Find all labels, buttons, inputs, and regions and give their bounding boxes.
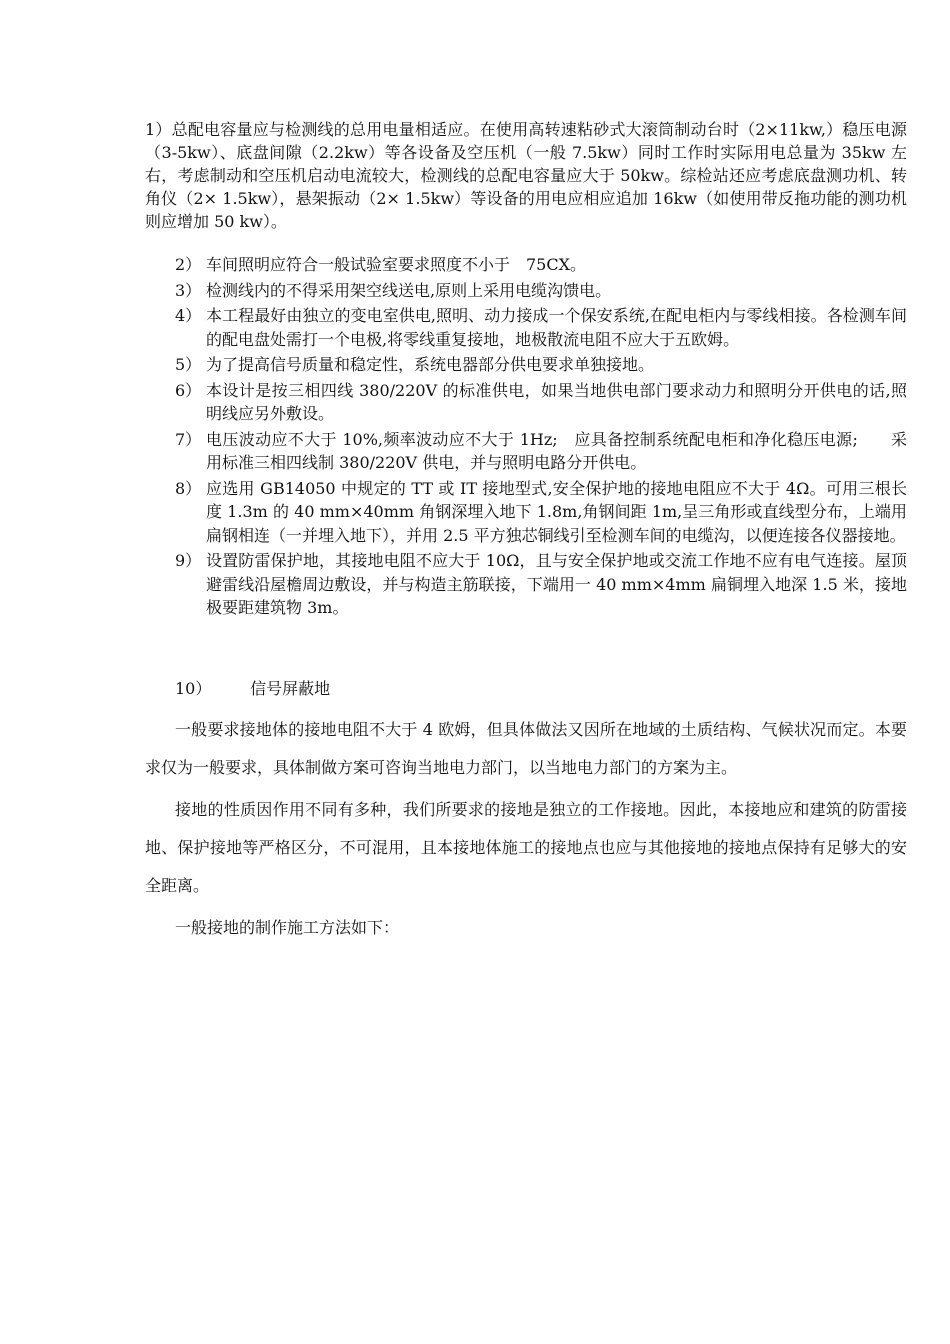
list-item <box>175 253 907 277</box>
list-item-number: 8） <box>175 478 202 498</box>
list-item-number: 2） <box>175 255 202 274</box>
list-item-number: 5） <box>175 355 202 374</box>
list-item <box>175 477 907 548</box>
list-item <box>175 379 907 426</box>
body-paragraph: 接地的性质因作用不同有多种，我们所要求的接地是独立的工作接地。因此，本接地应和建筑的防雷接地、保护接地等严格区分，不可混用，且本接地体施工的接地点也应与其他接地的接地点保持有足够大的安全距离。 <box>145 800 907 895</box>
list-item-text: 应选用 GB14050 中规定的 TT 或 IT 接地型式,安全保护地的接地电阻应不大于 4Ω。可用三根长度 1.3m 的 40 mm×40mm 角钢深埋入地下 1.8m,角钢间距 1m,呈三角形或直线型分布，上端用扁钢相连（一并埋入地下），并用 2.5 平方独芯铜线引至检测车间的电缆沟，以便连接各仪器接地。 <box>206 478 907 545</box>
list-item-number: 6） <box>175 380 202 400</box>
list-item-text: 信号屏蔽地 <box>250 679 331 698</box>
list-item-number: 9） <box>175 551 202 570</box>
list-item-text: 设置防雷保护地，其接地电阻不应大于 10Ω，且与安全保护地或交流工作地不应有电气连接。屋顶避雷线沿屋檐周边敷设，并与构造主筋联接，下端用一 40 mm×4mm 扁铜埋入地深 1.5 米，接地极要距建筑物 3m。 <box>206 551 907 617</box>
list-item-text: 电压波动应不大于 10%,频率波动应不大于 1Hz; 应具备控制系统配电柜和净化稳压电源; 采用标准三相四线制 380/220V 供电，并与照明电路分开供电。 <box>206 429 907 472</box>
list-item <box>175 279 907 303</box>
list-item <box>175 304 907 351</box>
body-paragraphs <box>145 711 907 951</box>
list-item-number: 3） <box>175 280 202 300</box>
paragraph-item-1: 1）总配电容量应与检测线的总用电量相适应。在使用高转速粘砂式大滚筒制动台时（2×11kw,）稳压电源（3-5kw）、底盘间隙（2.2kw）等各设备及空压机（一般 7.5kw）同时工作时实际用电总量为 35kw 左右，考虑制动和空压机启动电流较大，检测线的总配电容量应大于 50kw。综检站还应考虑底盘测功机、转角仪（2× 1.5kw），悬架振动（2× 1.5kw）等设备的用电应相应追加 16kw（如使用带反拖功能的测功机则应增加 50 kw）。 <box>145 120 907 231</box>
list-item <box>175 549 907 620</box>
list-item-number: 10） <box>175 679 212 698</box>
list-item-number: 7） <box>175 429 202 449</box>
list-item <box>175 428 907 475</box>
list-item <box>175 353 907 377</box>
list-item-text: 检测线内的不得采用架空线送电,原则上采用电缆沟馈电。 <box>206 280 612 300</box>
list-item-text: 本设计是按三相四线 380/220V 的标准供电，如果当地供电部门要求动力和照明分开供电的话,照明线应另外敷设。 <box>206 380 907 423</box>
numbered-list <box>175 253 907 622</box>
body-paragraph: 一般接地的制作施工方法如下： <box>175 918 400 937</box>
list-item-10 <box>175 677 330 700</box>
list-item-text: 车间照明应符合一般试验室要求照度不小于 75CX。 <box>206 255 586 274</box>
list-item-number: 4） <box>175 306 202 325</box>
list-item-text: 本工程最好由独立的变电室供电,照明、动力接成一个保安系统,在配电柜内与零线相接。各检测车间的配电盘处需打一个电极,将零线重复接地，地极散流电阻不应大于五欧姆。 <box>206 306 907 349</box>
list-item-text: 为了提高信号质量和稳定性，系统电器部分供电要求单独接地。 <box>206 355 655 374</box>
body-paragraph: 一般要求接地体的接地电阻不大于 4 欧姆，但具体做法又因所在地域的土质结构、气候状况而定。本要求仅为一般要求，具体制做方案可咨询当地电力部门，以当地电力部门的方案为主。 <box>145 720 907 777</box>
